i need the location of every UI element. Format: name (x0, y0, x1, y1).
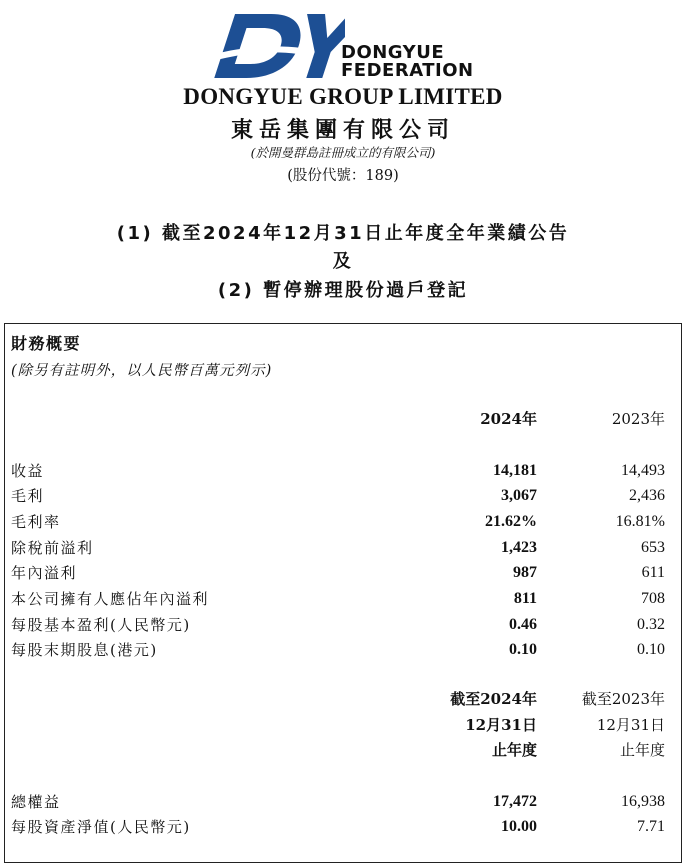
column-header-2023-line2: 12月31日 (596, 716, 665, 734)
logo-word-federation: FEDERATION (341, 60, 474, 81)
row-value-2023: 611 (641, 564, 665, 581)
column-header-2023-line3: 止年度 (619, 741, 665, 759)
row-value-2024: 1,423 (501, 539, 537, 556)
column-header-2024-line2: 12月31日 (465, 716, 537, 734)
row-value-2023: 7.71 (637, 818, 665, 835)
row-label-final-dividend: 每股末期股息(港元) (11, 641, 158, 659)
stock-code: (股份代號：189) (287, 168, 399, 184)
row-label-profit-before-tax: 除稅前溢利 (11, 539, 94, 557)
summary-subtitle: (除另有註明外，以人民幣百萬元列示) (11, 363, 273, 379)
column-header-2023-line1: 截至2023年 (581, 690, 665, 708)
row-value-2023: 653 (641, 539, 665, 556)
row-value-2023: 14,493 (621, 462, 665, 479)
row-value-2023: 0.10 (637, 641, 665, 658)
column-header-2024-line3: 止年度 (491, 741, 537, 759)
row-value-2024: 21.62% (485, 513, 537, 530)
row-label-revenue: 收益 (11, 462, 45, 480)
column-header-2023: 2023年 (611, 410, 665, 428)
announcement-title-1: (1) 截至2024年12月31日止年度全年業績公告 (116, 223, 570, 244)
row-value-2023: 708 (641, 590, 665, 607)
row-value-2024: 14,181 (493, 462, 537, 479)
row-label-profit-attributable: 本公司擁有人應佔年內溢利 (11, 590, 210, 608)
row-value-2024: 17,472 (493, 793, 537, 810)
announcement-title-2: (2) 暫停辦理股份過戶登記 (217, 280, 469, 301)
row-label-total-equity: 總權益 (11, 793, 61, 811)
incorporation-note: (於開曼群島註冊成立的有限公司) (250, 145, 436, 160)
column-header-2024: 2024年 (480, 410, 537, 428)
row-value-2024: 811 (513, 590, 537, 607)
row-value-2023: 16.81% (615, 513, 665, 530)
company-name-chinese: 東岳集團有限公司 (230, 118, 455, 143)
announcement-and: 及 (332, 251, 354, 272)
company-name-english: DONGYUE GROUP LIMITED (183, 84, 503, 109)
row-label-profit-for-year: 年內溢利 (11, 564, 78, 582)
company-logo (205, 8, 495, 90)
row-label-basic-eps: 每股基本盈利(人民幣元) (11, 616, 191, 634)
row-value-2023: 16,938 (621, 793, 665, 810)
dongyue-dy-logo-icon (205, 8, 345, 80)
row-value-2024: 0.46 (509, 616, 537, 633)
row-label-net-assets-per-share: 每股資產淨值(人民幣元) (11, 818, 191, 836)
row-label-gross-profit: 毛利 (11, 487, 45, 505)
row-value-2024: 0.10 (509, 641, 537, 658)
row-value-2024: 3,067 (501, 487, 537, 504)
row-value-2024: 10.00 (501, 818, 537, 835)
summary-title: 財務概要 (11, 334, 82, 353)
row-value-2023: 2,436 (629, 487, 665, 504)
row-value-2024: 987 (513, 564, 537, 581)
column-header-2024-line1: 截至2024年 (450, 690, 537, 708)
row-label-gross-margin: 毛利率 (11, 513, 61, 531)
row-value-2023: 0.32 (637, 616, 665, 633)
logo-word-dongyue: DONGYUE (341, 42, 445, 63)
